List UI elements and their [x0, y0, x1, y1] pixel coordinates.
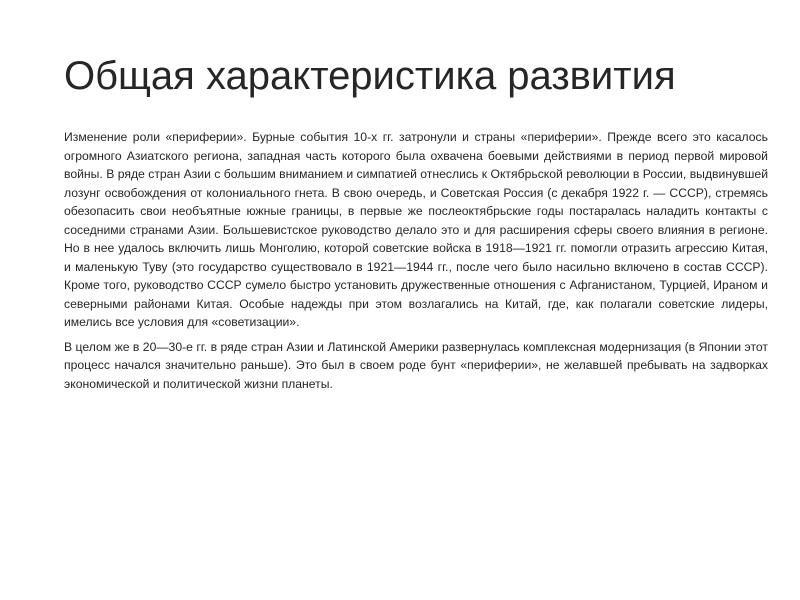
slide-body — [64, 128, 768, 399]
slide-title: Общая характеристика развития — [64, 54, 676, 98]
paragraph-2: В целом же в 20—30-е гг. в ряде стран Азии и Латинской Америки развернулась комплексная модернизация (в Японии этот процесс начался значительно раньше). Это был в своем роде бунт «периферии», не желавшей пребывать на задворках экономической и политической жизни планеты. — [64, 339, 768, 391]
paragraph-1: Изменение роли «периферии». Бурные события 10-х гг. затронули и страны «периферии». Прежде всего это касалось огромного Азиатского региона, западная часть которого была охвачена боевыми действиями в период первой мировой войны. В ряде стран Азии с большим вниманием и симпатией отнеслись к Октябрьской революции в России, выдвинувшей лозунг освобождения от колониального гнета. В свою очередь, и Советская Россия (с декабря 1922 г. — СССР), стремясь обезопасить свои необъятные южные границы, в первые же послеоктябрьские годы постаралась наладить контакты с соседними странами Азии. Большевистское руководство делало это и для расширения сферы своего влияния в регионе. Но в нее удалось включить лишь Монголию, которой советские войска в 1918—1921 гг. помогли отразить агрессию Китая, и маленькую Туву (это государство существовало в 1921—1944 гг., после чего было насильно включено в состав СССР). Кроме того, руководство СССР сумело быстро установить дружественные отношения с Афганистаном, Турцией, Ираном и северными районами Китая. Особые надежды при этом возлагались на Китай, где, как полагали советские лидеры, имелись все условия для «советизации». — [64, 130, 768, 329]
